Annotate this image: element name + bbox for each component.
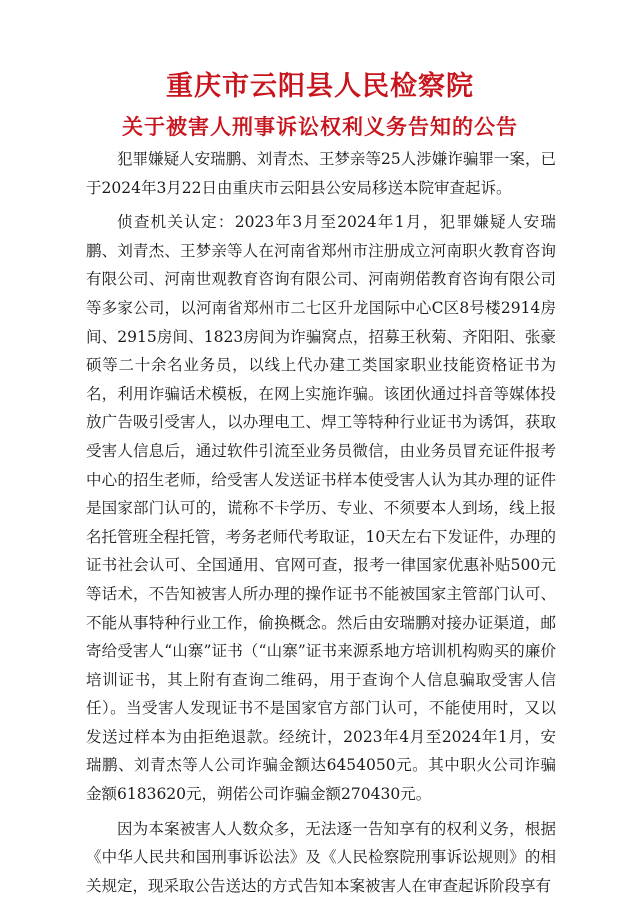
paragraph-case-transfer: 犯罪嫌疑人安瑞鹏、刘青杰、王梦亲等25人涉嫌诈骗罪一案，已于2024年3月22日由重庆市云阳县公安局移送本院审查起诉。 xyxy=(86,150,556,197)
paragraph-investigation-findings: 侦查机关认定：2023年3月至2024年1月，犯罪嫌疑人安瑞鹏、刘青杰、王梦亲等人在河南省郑州市注册成立河南职火教育咨询有限公司、河南世观教育咨询有限公司、河南朔偌教育咨询有限公司等多家公司，以河南省郑州市二七区升龙国际中心C区8号楼2914房间、2915房间、1823房间为诈骗窝点，招募王秋菊、齐阳阳、张豪硕等二十余名业务员，以线上代办建工类国家职业技能资格证书为名，利用诈骗话术模板，在网上实施诈骗。该团伙通过抖音等媒体投放广告吸引受害人，以办理电工、焊工等特种行业证书为诱饵，获取受害人信息后，通过软件引流至业务员微信，由业务员冒充证件报考中心的招生老师，给受害人发送证书样本使受害人认为其办理的证件是国家部门认可的，谎称不卡学历、专业、不须要本人到场，线上报名托管班全程托管，考务老师代考取证，10天左右下发证件，办理的证书社会认可、全国通用、官网可查，报考一律国家优惠补贴500元等话术，不告知被害人所办理的操作证书不能被国家主管部门认可、不能从事特种行业工作，偷换概念。然后由安瑞鹏对接办证渠道，邮寄给受害人“山寨”证书（“山寨”证书来源系地方培训机构购买的廉价培训证书，其上附有查询二维码，用于查询个人信息骗取受害人信任）。当受害人发现证书不是国家官方部门认可，不能使用时，又以发送过样本为由拒绝退款。经统计，2023年4月至2024年1月，安瑞鹏、刘青杰等人公司诈骗金额达6454050元。其中职火公司诈骗金额6183620元，朔偌公司诈骗金额270430元。 xyxy=(86,213,556,804)
paragraph-notice-reason: 因为本案被害人人数众多，无法逐一告知享有的权利义务，根据《中华人民共和国刑事诉讼法》及《人民检察院刑事诉讼规则》的相关规定，现采取公告送达的方式告知本案被害人在审查起诉阶段享有 xyxy=(86,819,556,895)
procuratorate-name: 重庆市云阳县人民检察院 xyxy=(166,71,474,102)
notice-body xyxy=(86,145,556,900)
notice-title: 关于被害人刑事诉讼权利义务告知的公告 xyxy=(122,115,518,139)
